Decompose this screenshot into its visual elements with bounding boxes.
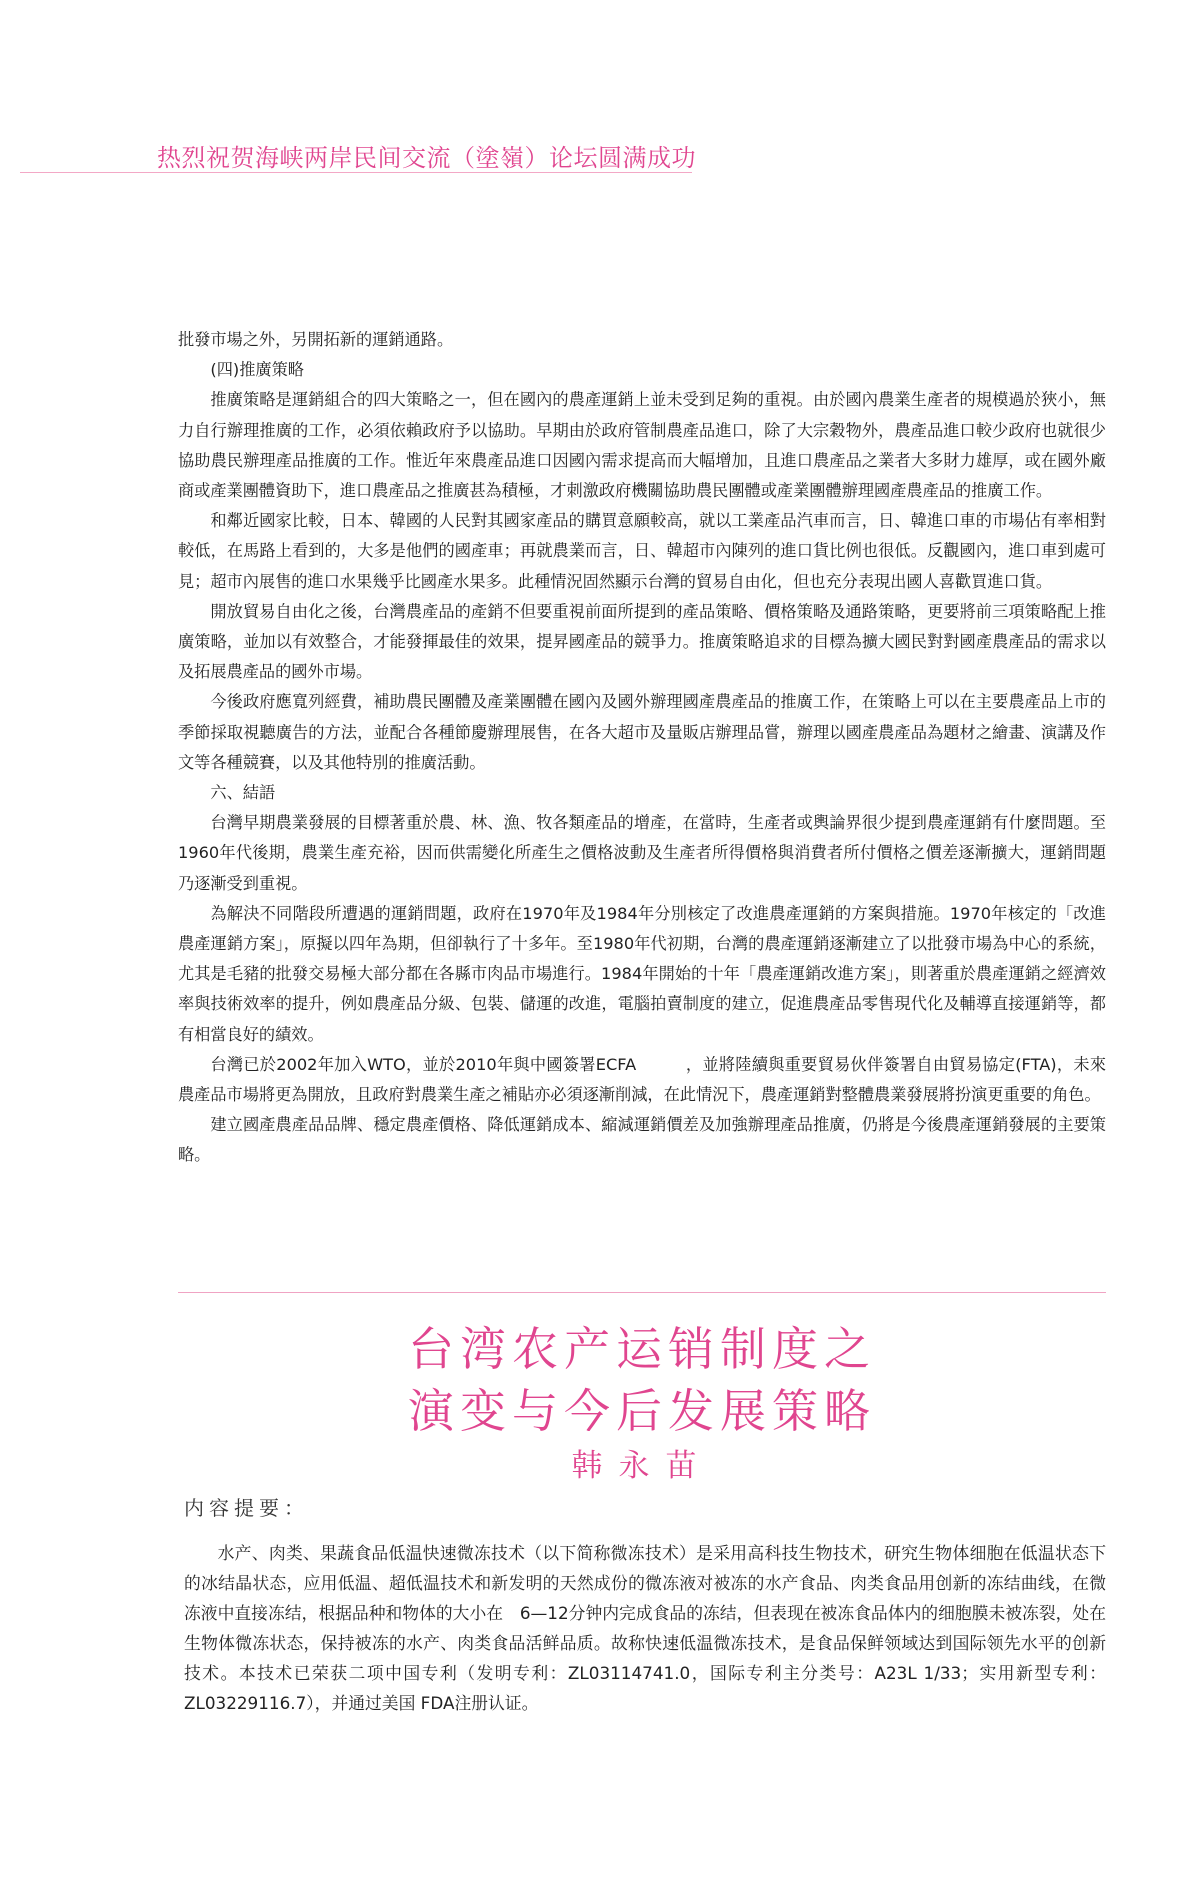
paragraph: 和鄰近國家比較，日本、韓國的人民對其國家產品的購買意願較高，就以工業產品汽車而言，日、韓進口車的市場佔有率相對較低，在馬路上看到的，大多是他們的國產車；再就農業而言，日、韓超市內陳列的進口貨比例也很低。反觀國內，進口車到處可見；超市內展售的進口水果幾乎比國產水果多。此種情況固然顯示台灣的貿易自由化，但也充分表現出國人喜歡買進口貨。 xyxy=(178,511,1106,591)
paragraph: 推廣策略是運銷組合的四大策略之一，但在國內的農產運銷上並未受到足夠的重視。由於國內農業生產者的規模過於狹小，無力自行辦理推廣的工作，必須依賴政府予以協助。早期由於政府管制農產品進口，除了大宗穀物外，農產品進口較少政府也就很少協助農民辦理產品推廣的工作。惟近年來農產品進口因國內需求提高而大幅增加，且進口農產品之業者大多財力雄厚，或在國外廠商或產業團體資助下，進口農產品之推廣甚為積極，才刺激政府機關協助農民團體或產業團體辦理國產農產品的推廣工作。 xyxy=(178,390,1106,501)
section-divider xyxy=(178,1292,1106,1293)
paragraph: 批發市場之外，另開拓新的運銷通路。 xyxy=(178,330,454,349)
paragraph: 建立國產農產品品牌、穩定農產價格、降低運銷成本、縮減運銷價差及加強辦理產品推廣，仍將是今後農產運銷發展的主要策略。 xyxy=(178,1115,1106,1165)
title-line-2: 演变与今后发展策略 xyxy=(408,1384,876,1438)
paragraph: 開放貿易自由化之後，台灣農產品的產銷不但要重視前面所提到的產品策略、價格策略及通路策略，更要將前三項策略配上推廣策略，並加以有效整合，才能發揮最佳的效果，提昇國產品的競爭力。推廣策略追求的目標為擴大國民對對國產農產品的需求以及拓展農產品的國外市場。 xyxy=(178,601,1106,682)
header-banner: 热烈祝贺海峡两岸民间交流（塗嶺）论坛圆满成功 xyxy=(157,144,696,172)
paragraph: 台灣早期農業發展的目標著重於農、林、漁、牧各類產品的增產，在當時，生產者或輿論界很少提到農產運銷有什麼問題。至1960年代後期，農業生產充裕，因而供需變化所產生之價格波動及生產者所得價格與消費者所付價格之價差逐漸擴大，運銷問題乃逐漸受到重視。 xyxy=(178,813,1106,893)
paragraph: 為解決不同階段所遭遇的運銷問題，政府在1970年及1984年分別核定了改進農產運銷的方案與措施。1970年核定的「改進農產運銷方案」，原擬以四年為期，但卻執行了十多年。至1980年代初期，台灣的農產運銷逐漸建立了以批發市場為中心的系統，尤其是毛豬的批發交易極大部分都在各縣市肉品市場進行。1984年開始的十年「農產運銷改進方案」，則著重於農產運銷之經濟效率與技術效率的提升，例如農產品分級、包裝、儲運的改進，電腦拍賣制度的建立，促進農產品零售現代化及輔導直接運銷等，都有相當良好的績效。 xyxy=(178,903,1106,1044)
paragraph: 今後政府應寬列經費，補助農民團體及產業團體在國內及國外辦理國產農產品的推廣工作，在策略上可以在主要農產品上市的季節採取視聽廣告的方法，並配合各種節慶辦理展售，在各大超市及量販店辦理品嘗，辦理以國產農產品為題材之繪畫、演講及作文等各種競賽，以及其他特別的推廣活動。 xyxy=(178,692,1106,772)
abstract-paragraph: 水产、肉类、果蔬食品低温快速微冻技术（以下简称微冻技术）是采用高科技生物技术，研究生物体细胞在低温状态下的冰结晶状态，应用低温、超低温技术和新发明的天然成份的微冻液对被冻的水产食品、肉类食品用创新的冻结曲线，在微冻液中直接冻结，根据品种和物体的大小在 6—12分钟内完成食品的冻结，但表现在被冻食品体内的细胞膜未被冻裂，处在生物体微冻状态，保持被冻的水产、肉类食品活鲜品质。故称快速低温微冻技术，是食品保鲜领域达到国际领先水平的创新技术。本技术已荣获二项中国专利（发明专利：ZL03114741.0，国际专利主分类号：A23L 1/33；实用新型专利：ZL03229116.7），并通过美国 FDA注册认证。 xyxy=(184,1543,1106,1713)
section-heading: (四)推廣策略 xyxy=(210,360,304,380)
title-line-1: 台湾农产运销制度之 xyxy=(408,1322,876,1376)
section-heading: 六、結語 xyxy=(210,783,276,803)
author-name: 韩永苗 xyxy=(571,1448,713,1484)
abstract-heading: 内容提要： xyxy=(184,1496,309,1520)
header-divider xyxy=(20,172,692,173)
article-body xyxy=(178,325,1106,1171)
new-article-title xyxy=(178,1318,1106,1486)
abstract-body xyxy=(184,1538,1106,1718)
paragraph: 台灣已於2002年加入WTO，並於2010年與中國簽署ECFA ，並將陸續與重要貿易伙伴簽署自由貿易協定(FTA)，未來農產品市場將更為開放，且政府對農業生產之補貼亦必須逐漸削減，在此情況下，農產運銷對整體農業發展將扮演更重要的角色。 xyxy=(178,1054,1106,1105)
